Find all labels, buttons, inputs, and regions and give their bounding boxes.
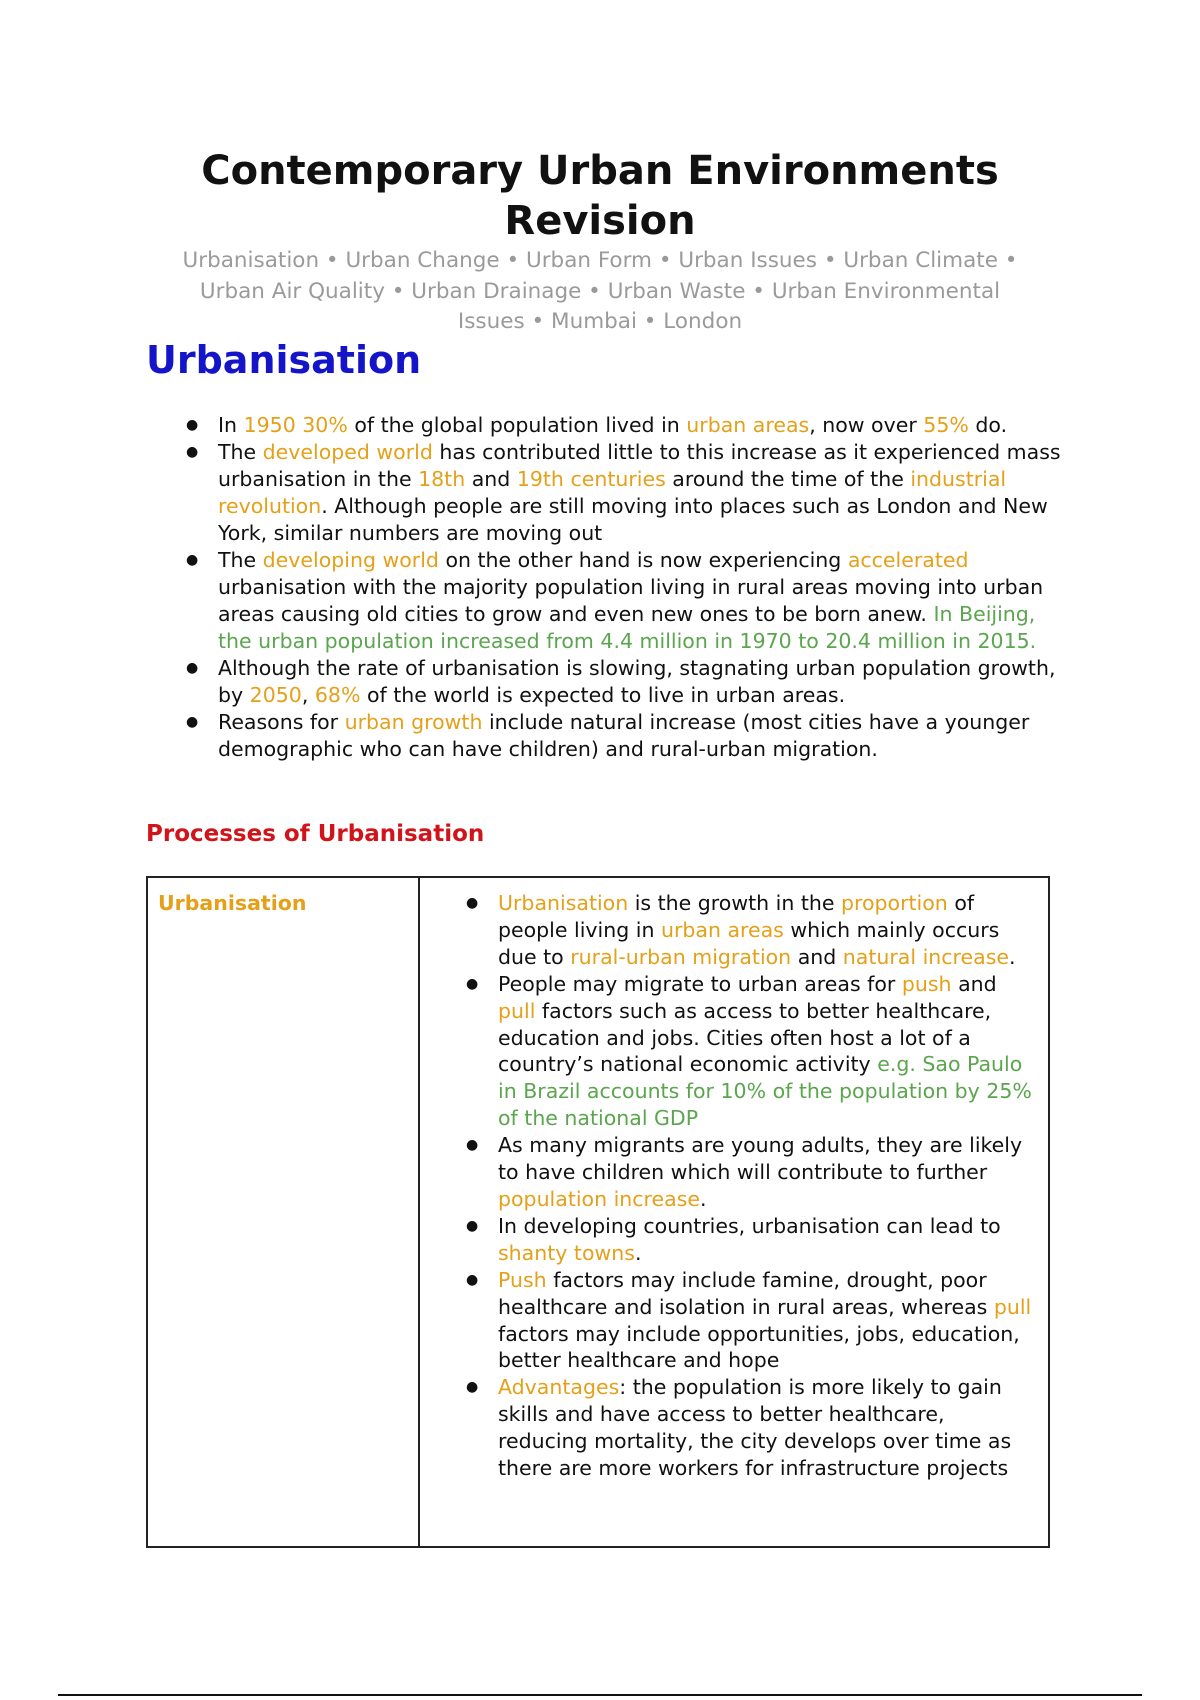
table-cell-bullet-list bbox=[466, 890, 1036, 1482]
list-item: ● As many migrants are young adults, they are likely to have children which will contribute to further population increase. bbox=[466, 1132, 1036, 1213]
title-line-2: Revision bbox=[504, 198, 696, 244]
list-item: ● People may migrate to urban areas for push and pull factors such as access to better healthcare, education and jobs. Cities often host a lot of a country’s national economic activity e.g. Sao Paulo in Brazil accounts for 10% of the population by 25% of the national GDP bbox=[466, 971, 1036, 1132]
list-item: ● In 1950 30% of the global population lived in urban areas, now over 55% do. bbox=[186, 412, 1066, 439]
section-heading-urbanisation: Urbanisation bbox=[146, 338, 422, 382]
table-row-label: Urbanisation bbox=[158, 891, 307, 915]
table-column-divider bbox=[418, 878, 420, 1546]
list-item: ● Urbanisation is the growth in the proportion of people living in urban areas which mainly occurs due to rural-urban migration and natural increase. bbox=[466, 890, 1036, 971]
list-item: ● The developing world on the other hand is now experiencing accelerated urbanisation with the majority population living in rural areas moving into urban areas causing old cities to grow and even new ones to be born anew. In Beijing, the urban population increased from 4.4 million in 1970 to 20.4 million in 2015. bbox=[186, 547, 1066, 655]
title-line-1: Contemporary Urban Environments bbox=[201, 148, 999, 194]
page-bottom-rule bbox=[58, 1694, 1142, 1696]
list-item: ● The developed world has contributed little to this increase as it experienced mass urbanisation in the 18th and 19th centuries around the time of the industrial revolution. Although people are still moving into places such as London and New York, similar numbers are moving out bbox=[186, 439, 1066, 547]
topic-list: Urbanisation • Urban Change • Urban Form • Urban Issues • Urban Climate • Urban Air Quality • Urban Drainage • Urban Waste • Urban Environmental Issues • Mumbai • London bbox=[182, 248, 1018, 334]
list-item: ● Push factors may include famine, drought, poor healthcare and isolation in rural areas, whereas pull factors may include opportunities, jobs, education, better healthcare and hope bbox=[466, 1267, 1036, 1375]
list-item: ● Although the rate of urbanisation is slowing, stagnating urban population growth, by 2050, 68% of the world is expected to live in urban areas. bbox=[186, 655, 1066, 709]
list-item: ● In developing countries, urbanisation can lead to shanty towns. bbox=[466, 1213, 1036, 1267]
document-title bbox=[146, 146, 1054, 246]
list-item: ● Advantages: the population is more likely to gain skills and have access to better healthcare, reducing mortality, the city develops over time as there are more workers for infrastructure projects bbox=[466, 1374, 1036, 1482]
list-item: ● Reasons for urban growth include natural increase (most cities have a younger demographic who can have children) and rural-urban migration. bbox=[186, 709, 1066, 763]
processes-table bbox=[146, 876, 1050, 1548]
subheading-processes: Processes of Urbanisation bbox=[146, 821, 485, 847]
urbanisation-bullet-list bbox=[186, 412, 1066, 763]
